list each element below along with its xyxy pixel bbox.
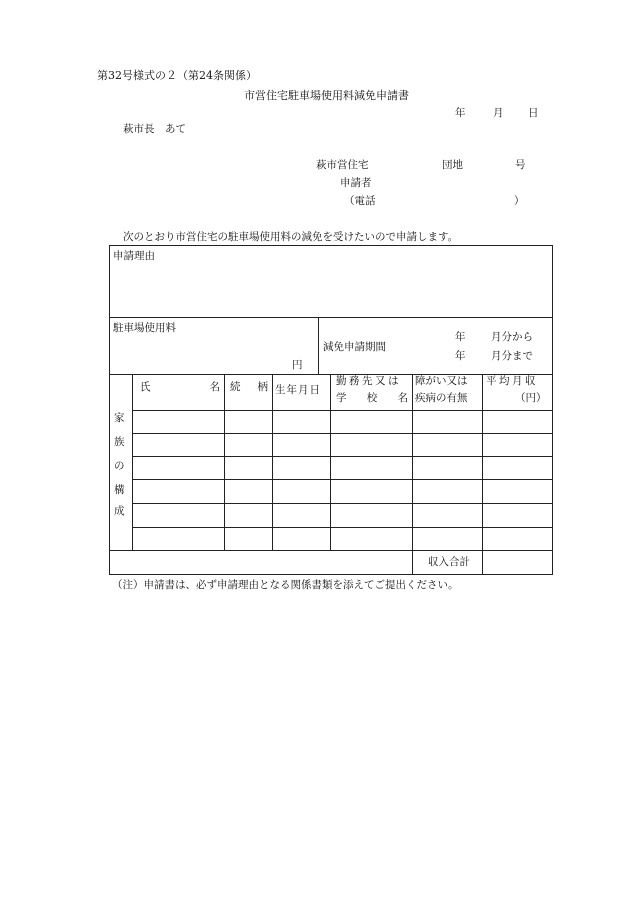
housing-label: 萩市営住宅 [316, 159, 369, 171]
family-side-char: の [114, 460, 125, 472]
divider [132, 433, 553, 434]
divider [482, 374, 483, 575]
divider [132, 374, 133, 550]
header-work-1: 勤務先又は [336, 375, 401, 387]
number-label: 号 [515, 159, 526, 171]
fee-label: 駐車場使用料 [113, 322, 176, 334]
family-side-char: 構 [114, 484, 125, 496]
divider [412, 374, 413, 575]
note-text: （注）申請書は、必ず申請理由となる関係書類を添えてご提出ください。 [112, 579, 459, 591]
header-name [140, 382, 220, 393]
fee-field[interactable] [116, 338, 286, 364]
header-work-part: 名 [397, 392, 408, 404]
header-name-part: 名 [209, 381, 220, 393]
period-to-year: 年 [455, 350, 466, 362]
header-name-part: 氏 [140, 381, 151, 393]
total-label: 収入合計 [428, 556, 470, 568]
divider [318, 317, 319, 374]
header-relation-part: 続 [230, 381, 241, 393]
reason-label: 申請理由 [113, 250, 155, 262]
header-illness-1: 障がい又は [415, 375, 468, 387]
header-work-part: 校 [366, 392, 378, 404]
family-side-char: 成 [114, 505, 125, 517]
family-side-char: 家 [114, 412, 125, 424]
header-work-part: 学 [336, 392, 347, 404]
divider [109, 550, 553, 551]
yen-label: 円 [292, 359, 303, 371]
reason-field[interactable] [116, 266, 548, 314]
phone-close: ） [514, 195, 525, 207]
date-day: 日 [528, 107, 539, 119]
date-year: 年 [455, 107, 466, 119]
form-title: 市営住宅駐車場使用料減免申請書 [244, 89, 409, 102]
applicant-label: 申請者 [340, 177, 372, 189]
divider [132, 527, 553, 528]
period-label: 減免申請期間 [323, 341, 386, 353]
intro-text: 次のとおり市営住宅の駐車場使用料の減免を受けたいので申請します。 [123, 231, 459, 243]
complex-label: 団地 [442, 159, 463, 171]
header-work-2 [336, 393, 408, 404]
divider [272, 374, 273, 550]
form-number: 第32号様式の２（第24条関係） [97, 69, 257, 82]
divider [132, 479, 553, 480]
header-illness-2: 疾病の有無 [415, 392, 468, 404]
period-to-month: 月分まで [491, 350, 533, 362]
divider [132, 410, 553, 411]
phone-open: （電話 [344, 195, 376, 207]
period-from-month: 月分から [491, 331, 533, 343]
period-from-year: 年 [455, 331, 466, 343]
header-relation-part: 柄 [257, 381, 268, 393]
family-side-char: 族 [114, 436, 125, 448]
total-field[interactable] [486, 553, 550, 573]
header-income-1: 平均月収 [486, 375, 538, 387]
header-income-2: （円） [515, 392, 547, 404]
addressee: 萩市長 あて [123, 123, 186, 135]
header-birth: 生年月日 [275, 384, 321, 396]
divider [330, 374, 331, 550]
divider [224, 374, 225, 550]
divider [132, 503, 553, 504]
date-month: 月 [493, 107, 504, 119]
divider [132, 456, 553, 457]
divider [109, 317, 553, 318]
header-relation [230, 382, 268, 393]
